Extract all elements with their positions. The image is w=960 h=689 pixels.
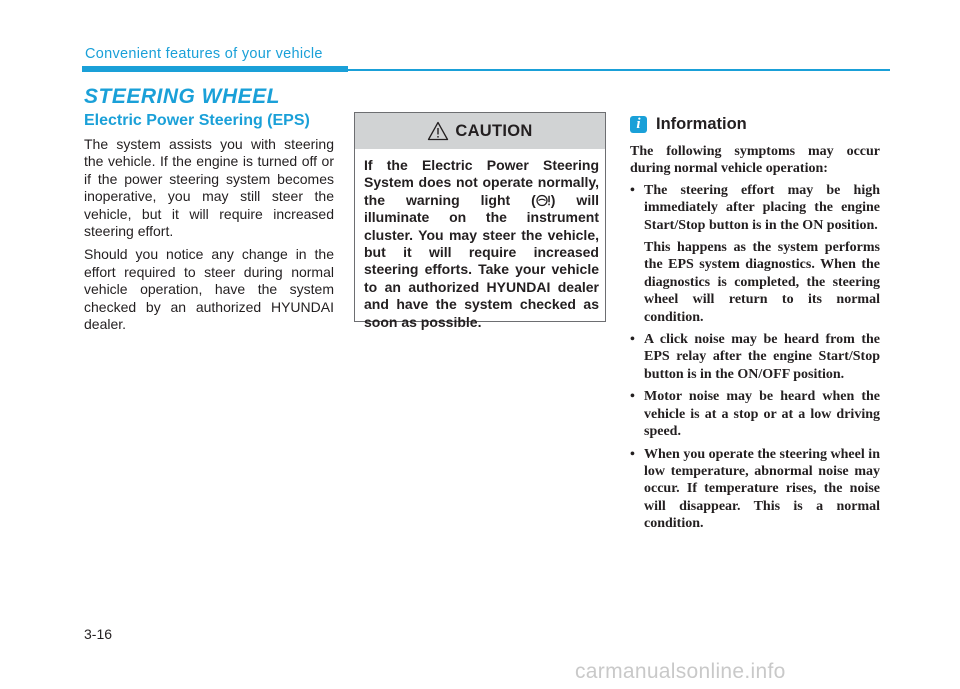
header-rule-thin — [348, 69, 890, 71]
list-item-text: Motor noise may be heard when the vehicle is at a stop or at a low driving speed. — [644, 389, 880, 440]
information-column — [630, 143, 880, 538]
bullet: • — [630, 446, 635, 462]
page-number: 3-16 — [84, 626, 113, 642]
caution-text — [355, 149, 605, 331]
caution-text-part2: ) will illuminate on the instrument cluster. You may steer the vehicle, but it will require increased steering efforts. Take your vehicle to an authorized HYUNDAI dealer and have the system checked as soon as possible. — [364, 191, 599, 330]
information-header — [630, 115, 747, 134]
header-rule-thick — [82, 66, 348, 72]
chapter-header: Convenient features of your vehicle — [85, 46, 323, 62]
list-item — [630, 446, 880, 533]
list-item — [630, 331, 880, 383]
list-item-text: A click noise may be heard from the EPS relay after the engine Start/Stop button is in the ON/OFF position. — [644, 332, 880, 382]
information-intro: The following symptoms may occur during normal vehicle operation: — [630, 144, 880, 177]
caution-header — [355, 113, 605, 149]
subsection-title: Electric Power Steering (EPS) — [84, 112, 310, 129]
list-item-text: When you operate the steering wheel in low temperature, abnormal noise may occur. If temperature rises, the noise will disappear. This is a normal condition. — [644, 446, 880, 532]
bullet: • — [630, 389, 635, 405]
list-item-text: The steering effort may be high immediately after placing the engine Start/Stop button is in the ON position. — [644, 182, 880, 233]
steering-warning-icon — [536, 194, 551, 207]
information-list — [630, 182, 880, 533]
list-item-extra: This happens as the system performs the EPS system diagnostics. When the diagnostics is completed, the steering wheel will return to its normal condition. — [644, 240, 880, 325]
caution-label: CAUTION — [455, 121, 533, 140]
body-column-1 — [84, 136, 334, 339]
warning-triangle-icon — [427, 121, 449, 141]
information-title: Information — [656, 115, 747, 133]
body-paragraph: Should you notice any change in the effort required to steer during normal vehicle operation, have the system checked by an authorized HYUNDAI dealer. — [84, 246, 334, 333]
caution-box — [354, 112, 606, 330]
info-icon: i — [630, 116, 647, 133]
body-paragraph: The system assists you with steering the vehicle. If the engine is turned off or if the power steering system becomes inoperative, you may still steer the vehicle, but it will require increased steering effort. — [84, 136, 334, 240]
list-item — [630, 388, 880, 440]
watermark: carmanualsonline.info — [575, 660, 786, 683]
list-item — [630, 182, 880, 326]
section-title: STEERING WHEEL — [84, 85, 281, 108]
caution-text-part1: If the Electric Power Steering System does not operate normally, the warning light ( — [364, 157, 599, 208]
bullet: • — [630, 332, 635, 348]
bullet: • — [630, 182, 635, 198]
